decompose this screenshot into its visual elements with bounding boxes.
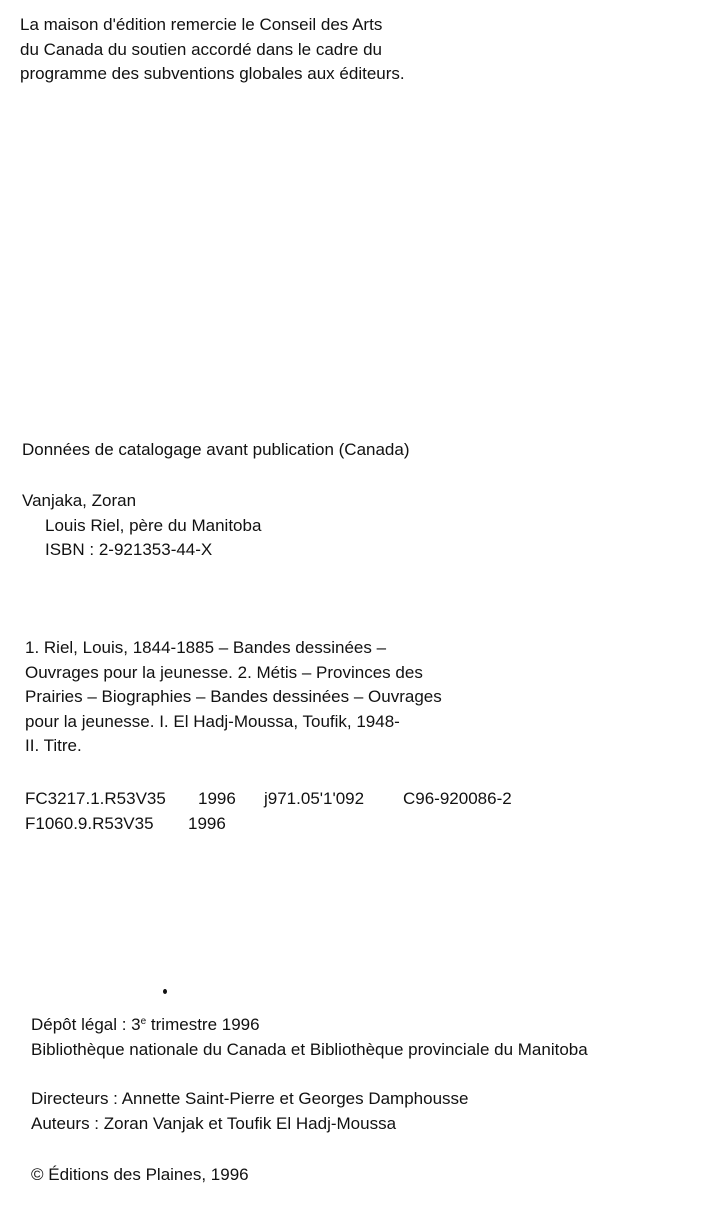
acknowledgement-line: La maison d'édition remercie le Conseil des Arts bbox=[20, 15, 383, 34]
cip-subject-line: pour la jeunesse. I. El Hadj-Moussa, Toufik, 1948- bbox=[25, 711, 400, 731]
legal-deposit-prefix: Dépôt légal : 3 bbox=[31, 1015, 141, 1034]
acknowledgement-line: programme des subventions globales aux éditeurs. bbox=[20, 64, 405, 83]
acknowledgement-paragraph bbox=[20, 13, 700, 87]
control-number: C96-920086-2 bbox=[403, 789, 512, 808]
legal-deposit-line bbox=[31, 1013, 707, 1038]
acknowledgement-line: du Canada du soutien accordé dans le cadre du bbox=[20, 39, 382, 59]
cip-call-numbers bbox=[25, 787, 512, 837]
cip-subject-line: 1. Riel, Louis, 1844-1885 – Bandes dessinées – bbox=[25, 638, 387, 657]
credits-directors: Directeurs : Annette Saint-Pierre et Georges Damphousse bbox=[31, 1089, 469, 1108]
cip-heading bbox=[22, 438, 702, 463]
cip-subject-line: Prairies – Biographies – Bandes dessinées – Ouvrages bbox=[25, 687, 442, 706]
legal-deposit-libraries: Bibliothèque nationale du Canada et Bibliothèque provinciale du Manitoba bbox=[31, 1039, 588, 1059]
cip-subjects bbox=[25, 636, 705, 759]
call-year: 1996 bbox=[198, 789, 236, 808]
cip-author: Vanjaka, Zoran bbox=[22, 491, 137, 510]
cip-subject-line: Ouvrages pour la jeunesse. 2. Métis – Provinces des bbox=[25, 662, 423, 682]
legal-deposit bbox=[31, 1013, 707, 1062]
call-number-row bbox=[25, 787, 512, 812]
copyright-notice bbox=[31, 1163, 707, 1188]
lc-class-number: FC3217.1.R53V35 bbox=[25, 789, 166, 808]
cip-title: Louis Riel, père du Manitoba bbox=[45, 515, 262, 535]
credits-authors: Auteurs : Zoran Vanjak et Toufik El Hadj-Moussa bbox=[31, 1113, 397, 1133]
cip-subject-line: II. Titre. bbox=[25, 736, 82, 755]
ink-speck bbox=[163, 989, 167, 994]
cip-heading-text: Données de catalogage avant publication (Canada) bbox=[22, 440, 410, 459]
call-number-row bbox=[25, 812, 226, 837]
cip-record bbox=[22, 489, 702, 563]
credits bbox=[31, 1087, 707, 1136]
lc-class-number: F1060.9.R53V35 bbox=[25, 814, 154, 833]
call-year: 1996 bbox=[188, 814, 226, 833]
legal-deposit-ordinal: e bbox=[140, 1016, 147, 1027]
dewey-number: j971.05'1'092 bbox=[264, 789, 365, 808]
copyright-text: © Éditions des Plaines, 1996 bbox=[31, 1165, 249, 1184]
legal-deposit-suffix: trimestre 1996 bbox=[146, 1015, 260, 1034]
cip-isbn: ISBN : 2-921353-44-X bbox=[45, 540, 213, 559]
